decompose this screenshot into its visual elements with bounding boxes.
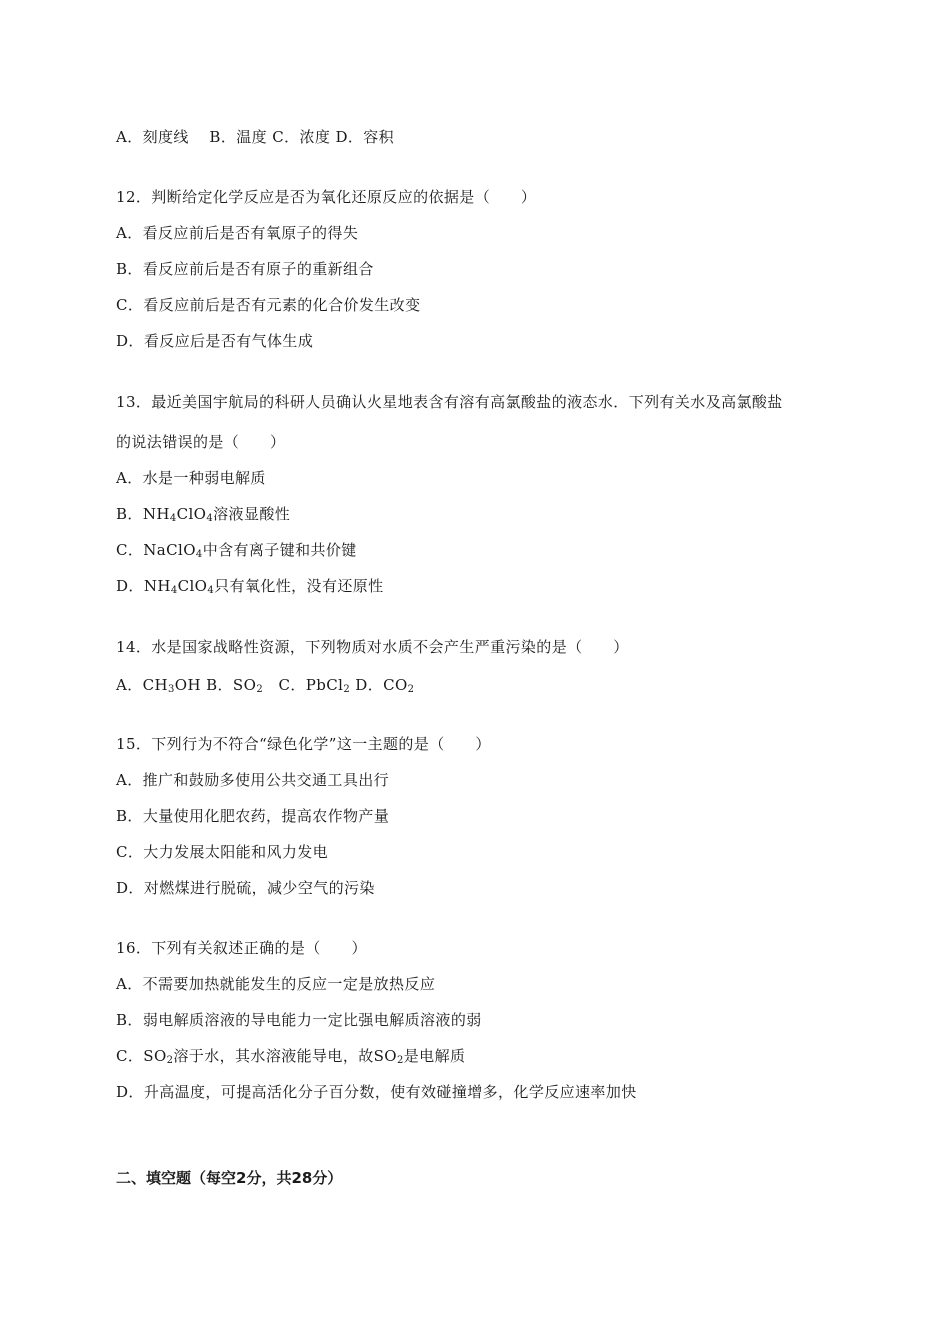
q13-option-c: [116, 540, 357, 560]
q16-option-d: D．升高温度，可提高活化分子百分数，使有效碰撞增多，化学反应速率加快: [116, 1083, 637, 1101]
q14-d-sub: 2: [407, 684, 415, 695]
q14-d-text: D．CO: [350, 676, 408, 694]
q13-stem-line2: 的说法错误的是（ ）: [116, 433, 286, 451]
q13-option-b: [116, 504, 290, 524]
q14-c-sub: 2: [343, 684, 351, 695]
q13-d-prefix: D．NH: [116, 577, 171, 595]
q13-b-prefix: B．NH: [116, 505, 170, 523]
section-2-title: 二、填空题（每空2分，共28分）: [116, 1169, 343, 1187]
q16-stem: 16．下列有关叙述正确的是（ ）: [116, 939, 367, 957]
q13-c-sub: 4: [195, 549, 203, 560]
q12-option-b: B．看反应前后是否有原子的重新组合: [116, 260, 374, 278]
q14-a-sub: 3: [168, 684, 175, 695]
q14-c-text: C．PbCl: [263, 676, 344, 694]
q16-option-a: A．不需要加热就能发生的反应一定是放热反应: [116, 975, 436, 993]
q16-c-text1: C．SO: [116, 1047, 167, 1065]
q16-c-text3: 是电解质: [403, 1047, 466, 1065]
q16-c-text2: 溶于水，其水溶液能导电，故SO: [173, 1047, 397, 1065]
q13-b-sub1: 4: [169, 513, 177, 524]
q15-stem: 15．下列行为不符合“绿色化学”这一主题的是（ ）: [116, 735, 491, 753]
q11-options: A．刻度线 B．温度 C．浓度 D．容积: [116, 128, 395, 146]
q15-option-d: D．对燃煤进行脱硫，减少空气的污染: [116, 879, 375, 897]
q14-b-sub: 2: [256, 684, 264, 695]
q15-option-c: C．大力发展太阳能和风力发电: [116, 843, 329, 861]
q13-b-sub2: 4: [206, 513, 214, 524]
q13-b-suffix: 溶液显酸性: [213, 505, 291, 523]
q13-c-prefix: C．NaClO: [116, 541, 196, 559]
q16-option-c: [116, 1046, 465, 1066]
q13-b-mid: ClO: [176, 505, 207, 523]
q13-d-sub2: 4: [207, 585, 215, 596]
q13-option-a: A．水是一种弱电解质: [116, 469, 266, 487]
q13-stem-line1: 13．最近美国宇航局的科研人员确认火星地表含有溶有高氯酸盐的液态水．下列有关水及高氯酸盐: [116, 393, 783, 411]
q13-option-d: [116, 576, 384, 596]
q13-d-mid: ClO: [177, 577, 208, 595]
q13-d-sub1: 4: [170, 585, 178, 596]
q14-options: [116, 675, 414, 695]
q16-option-b: B．弱电解质溶液的导电能力一定比强电解质溶液的弱: [116, 1011, 482, 1029]
q12-option-d: D．看反应后是否有气体生成: [116, 332, 314, 350]
q15-option-b: B．大量使用化肥农药，提高农作物产量: [116, 807, 390, 825]
q13-d-suffix: 只有氧化性，没有还原性: [214, 577, 384, 595]
q15-option-a: A．推广和鼓励多使用公共交通工具出行: [116, 771, 390, 789]
q12-option-c: C．看反应前后是否有元素的化合价发生改变: [116, 296, 421, 314]
q12-stem: 12．判断给定化学反应是否为氧化还原反应的依据是（ ）: [116, 188, 537, 206]
q12-option-a: A．看反应前后是否有氧原子的得失: [116, 224, 359, 242]
q14-a-text2: OH B．SO: [174, 676, 257, 694]
q13-c-suffix: 中含有离子键和共价键: [202, 541, 357, 559]
q14-stem: 14．水是国家战略性资源，下列物质对水质不会产生严重污染的是（ ）: [116, 638, 629, 656]
q14-a-text: A．CH: [116, 676, 168, 694]
q16-c-sub2: 2: [397, 1055, 404, 1066]
q16-c-sub1: 2: [166, 1055, 174, 1066]
